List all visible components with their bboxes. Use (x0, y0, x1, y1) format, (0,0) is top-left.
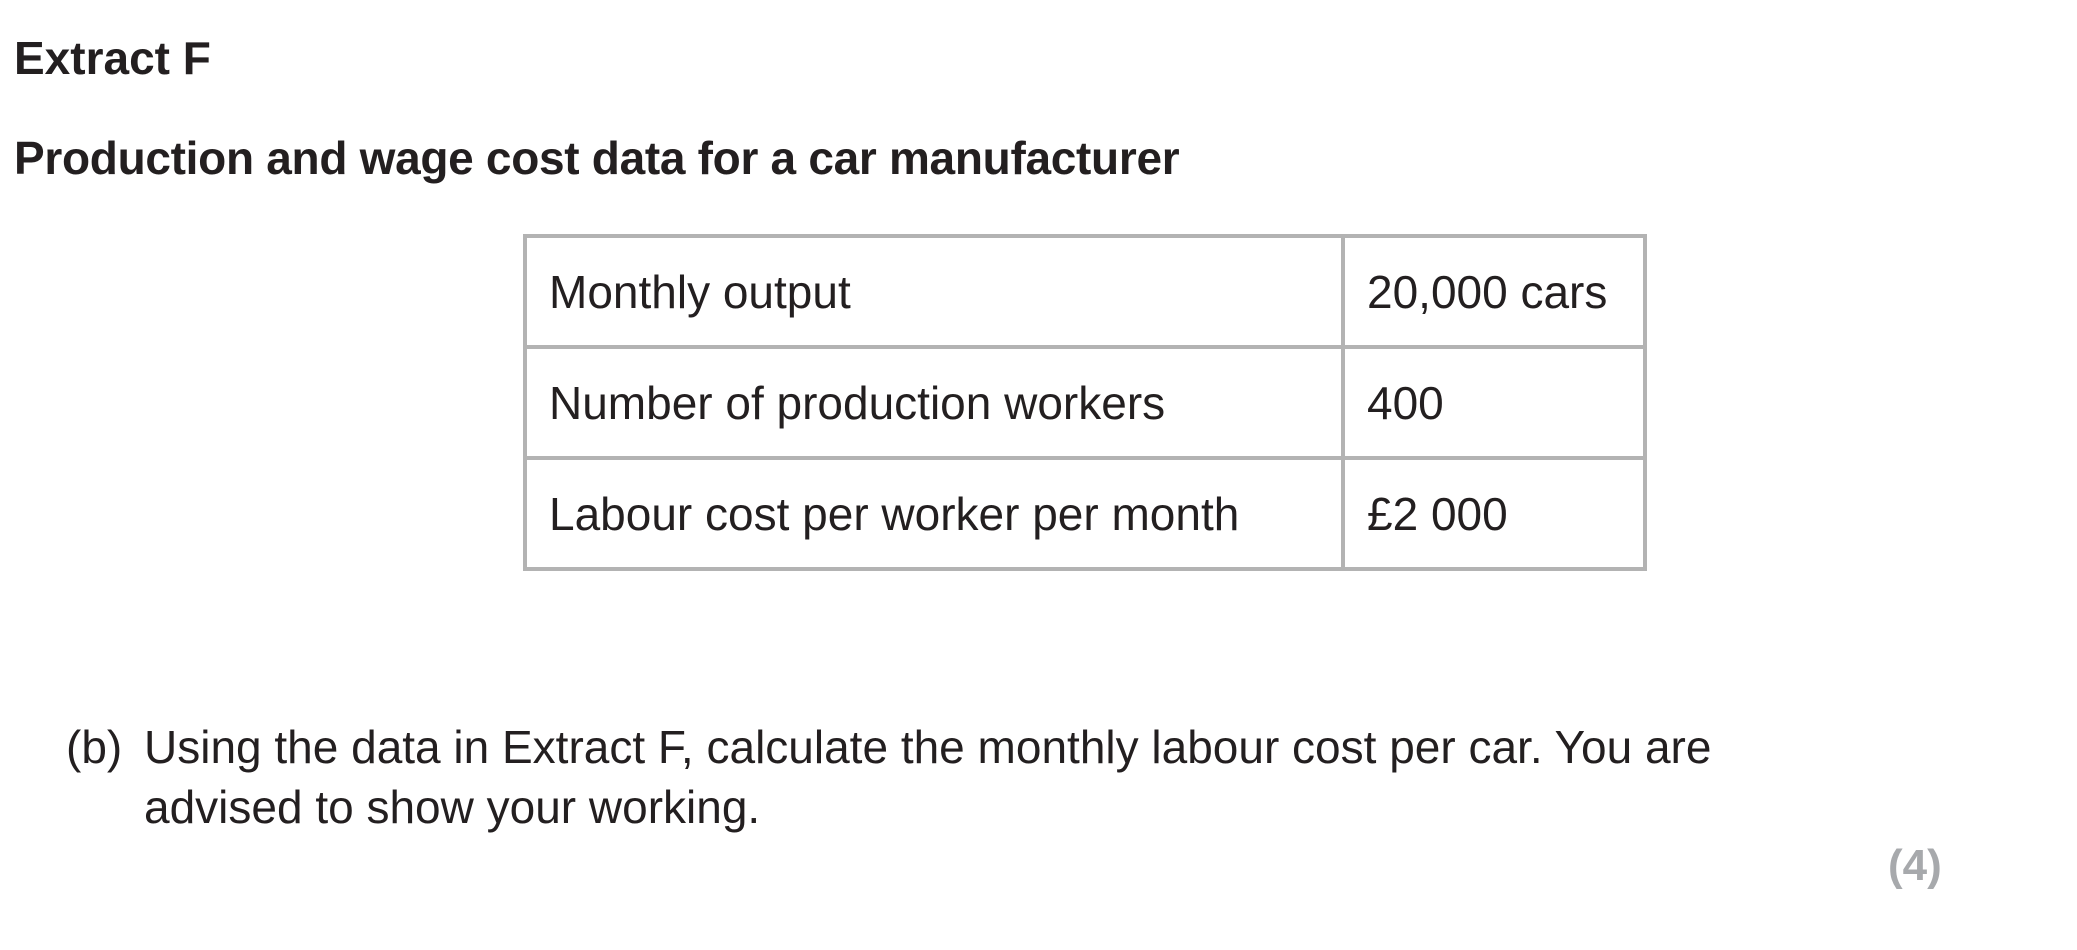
row-value: 400 (1343, 347, 1645, 458)
table-row (525, 347, 1645, 458)
row-value: £2 000 (1343, 458, 1645, 569)
extract-label: Extract F (14, 32, 211, 84)
question-marker: (b) (66, 721, 123, 773)
table-row (525, 236, 1645, 347)
extract-title: Production and wage cost data for a car manufacturer (14, 132, 1180, 184)
row-value: 20,000 cars (1343, 236, 1645, 347)
table-row (525, 458, 1645, 569)
production-data-table (523, 234, 1647, 571)
question-marks: (4) (1888, 841, 1942, 890)
row-label: Labour cost per worker per month (525, 458, 1343, 569)
row-label: Number of production workers (525, 347, 1343, 458)
row-label: Monthly output (525, 236, 1343, 347)
question-text: Using the data in Extract F, calculate the monthly labour cost per car. You are advised to show your working. (144, 721, 1712, 833)
